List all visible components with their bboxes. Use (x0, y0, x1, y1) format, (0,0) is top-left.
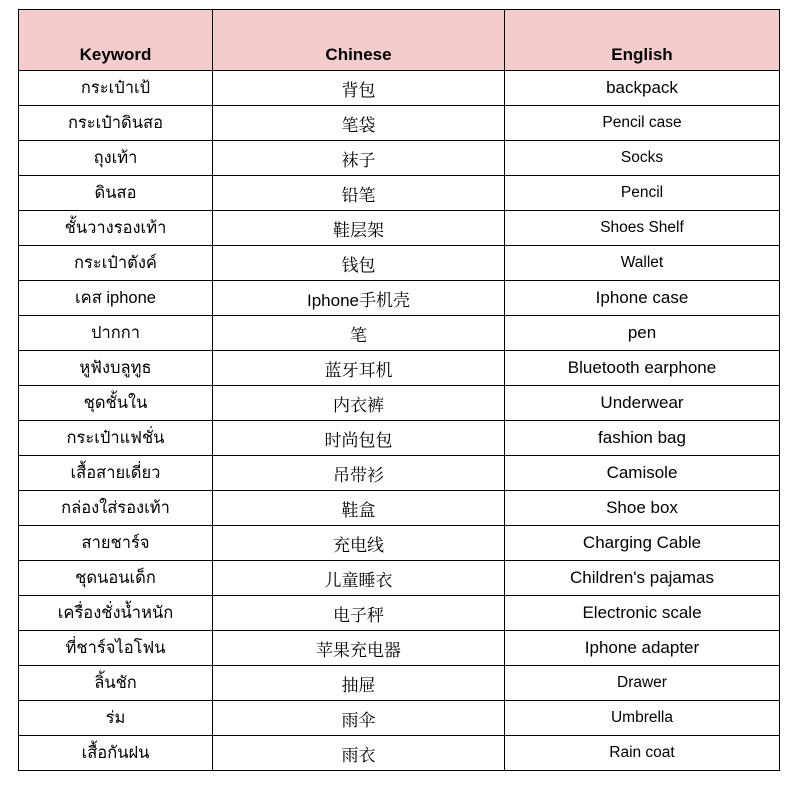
table-row (19, 631, 780, 666)
english-cell: Pencil case (505, 106, 780, 141)
chinese-cell: 鞋盒 (213, 491, 505, 526)
keyword-cell: ดินสอ (19, 176, 213, 211)
english-cell: Iphone case (505, 281, 780, 316)
keyword-cell: กล่องใส่รองเท้า (19, 491, 213, 526)
english-cell: Rain coat (505, 736, 780, 771)
table-row (19, 701, 780, 736)
chinese-cell: 内衣裤 (213, 386, 505, 421)
keyword-cell: กระเป๋าดินสอ (19, 106, 213, 141)
table-row (19, 71, 780, 106)
table-body (19, 71, 780, 771)
keyword-cell: สายชาร์จ (19, 526, 213, 561)
keyword-cell: เสื้อสายเดี่ยว (19, 456, 213, 491)
keyword-cell: เคส iphone (19, 281, 213, 316)
keyword-cell: เครื่องชั่งน้ำหนัก (19, 596, 213, 631)
chinese-cell: 雨衣 (213, 736, 505, 771)
chinese-cell: 时尚包包 (213, 421, 505, 456)
chinese-cell: 铅笔 (213, 176, 505, 211)
keyword-cell: กระเป๋าตังค์ (19, 246, 213, 281)
chinese-cell: Iphone手机壳 (213, 281, 505, 316)
chinese-cell: 充电线 (213, 526, 505, 561)
english-cell: Charging Cable (505, 526, 780, 561)
chinese-cell: 蓝牙耳机 (213, 351, 505, 386)
table-row (19, 666, 780, 701)
chinese-cell: 电子秤 (213, 596, 505, 631)
keyword-cell: ร่ม (19, 701, 213, 736)
table-header (19, 10, 780, 71)
table-row (19, 491, 780, 526)
english-cell: pen (505, 316, 780, 351)
table-row (19, 176, 780, 211)
english-cell: fashion bag (505, 421, 780, 456)
table-row (19, 736, 780, 771)
table-row (19, 421, 780, 456)
table-row (19, 561, 780, 596)
table-row (19, 281, 780, 316)
table-row (19, 316, 780, 351)
english-cell: Drawer (505, 666, 780, 701)
keyword-cell: หูฟังบลูทูธ (19, 351, 213, 386)
chinese-cell: 雨伞 (213, 701, 505, 736)
english-cell: Camisole (505, 456, 780, 491)
keyword-cell: ปากกา (19, 316, 213, 351)
keyword-cell: ชุดนอนเด็ก (19, 561, 213, 596)
keyword-table (18, 9, 780, 771)
header-chinese: Chinese (213, 10, 505, 71)
english-cell: Electronic scale (505, 596, 780, 631)
chinese-cell: 儿童睡衣 (213, 561, 505, 596)
table-row (19, 456, 780, 491)
english-cell: Umbrella (505, 701, 780, 736)
keyword-cell: กระเป๋าแฟชั่น (19, 421, 213, 456)
chinese-cell: 笔 (213, 316, 505, 351)
table-row (19, 141, 780, 176)
english-cell: Iphone adapter (505, 631, 780, 666)
english-cell: Pencil (505, 176, 780, 211)
english-cell: Bluetooth earphone (505, 351, 780, 386)
header-keyword: Keyword (19, 10, 213, 71)
english-cell: Shoe box (505, 491, 780, 526)
keyword-cell: ถุงเท้า (19, 141, 213, 176)
chinese-cell: 抽屉 (213, 666, 505, 701)
english-cell: Wallet (505, 246, 780, 281)
keyword-cell: ชั้นวางรองเท้า (19, 211, 213, 246)
header-row (19, 10, 780, 71)
table-row (19, 526, 780, 561)
table-row (19, 211, 780, 246)
chinese-cell: 背包 (213, 71, 505, 106)
chinese-cell: 笔袋 (213, 106, 505, 141)
chinese-cell: 苹果充电器 (213, 631, 505, 666)
table-row (19, 106, 780, 141)
english-cell: Shoes Shelf (505, 211, 780, 246)
chinese-cell: 鞋层架 (213, 211, 505, 246)
keyword-cell: ชุดชั้นใน (19, 386, 213, 421)
table-row (19, 351, 780, 386)
keyword-cell: ลิ้นชัก (19, 666, 213, 701)
keyword-cell: กระเป๋าเป้ (19, 71, 213, 106)
header-english: English (505, 10, 780, 71)
english-cell: backpack (505, 71, 780, 106)
chinese-cell: 钱包 (213, 246, 505, 281)
english-cell: Children's pajamas (505, 561, 780, 596)
table-row (19, 386, 780, 421)
english-cell: Underwear (505, 386, 780, 421)
chinese-cell: 袜子 (213, 141, 505, 176)
table-row (19, 596, 780, 631)
english-cell: Socks (505, 141, 780, 176)
table-row (19, 246, 780, 281)
keyword-cell: เสื้อกันฝน (19, 736, 213, 771)
keyword-cell: ที่ชาร์จไอโฟน (19, 631, 213, 666)
chinese-cell: 吊带衫 (213, 456, 505, 491)
